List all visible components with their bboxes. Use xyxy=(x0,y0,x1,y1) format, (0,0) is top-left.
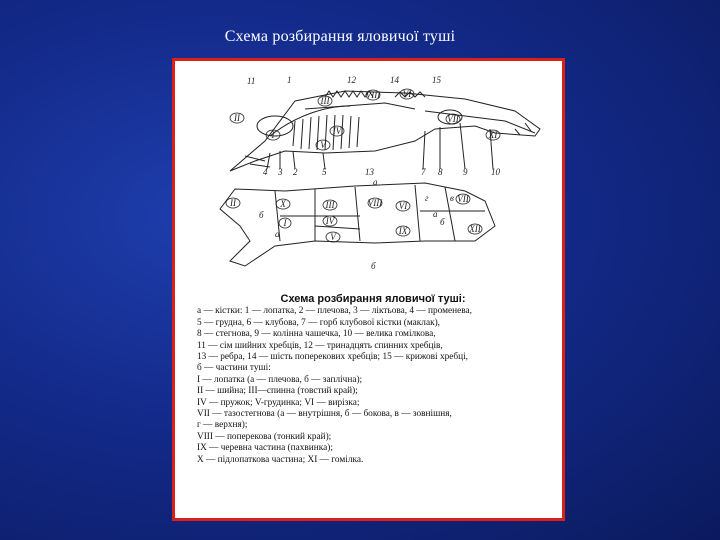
subcut-label: a xyxy=(433,209,438,219)
bone-label: 11 xyxy=(247,76,256,86)
cut-label: II xyxy=(234,113,240,123)
part-b-label: б xyxy=(371,261,376,271)
legend-line: б — частини туші: xyxy=(197,363,271,374)
bone-label: 10 xyxy=(491,167,500,177)
cut-label: V xyxy=(320,140,326,150)
legend-line: г — верхня); xyxy=(197,420,248,431)
bone-label: 9 xyxy=(463,167,468,177)
cut-label: VII xyxy=(447,114,459,124)
cut-label: XI xyxy=(488,130,498,140)
cut-label: III xyxy=(325,200,335,210)
bone-label: 5 xyxy=(322,167,327,177)
bone-label: 14 xyxy=(390,75,399,85)
legend-line: IV — пружок; V-грудинка; VI — вирізка; xyxy=(197,397,360,408)
legend-line: II — шийна; III—спинна (товстий край); xyxy=(197,386,358,397)
cut-label: IX xyxy=(398,226,408,236)
cut-label: VII xyxy=(457,194,469,204)
legend-line: 8 — стегнова, 9 — колінна чашечка, 10 — велика гомілкова, xyxy=(197,329,436,340)
bone-label: 7 xyxy=(421,167,426,177)
legend-line: VII — тазостегнова (а — внутрішня, б — бокова, в — зовнішня, xyxy=(197,409,452,420)
subcut-label: а xyxy=(275,229,280,239)
subcut-label: б xyxy=(259,210,264,220)
bone-label: 8 xyxy=(438,167,443,177)
bone-label: 12 xyxy=(347,75,356,85)
legend-line: IX — черевна частина (пахвинка); xyxy=(197,443,333,454)
legend-line: 5 — грудна, 6 — клубова, 7 — горб клубової кістки (маклак), xyxy=(197,317,441,328)
cut-label: II xyxy=(230,198,236,208)
bone-label: 3 xyxy=(278,167,283,177)
bone-label: 4 xyxy=(263,167,268,177)
cut-label: V xyxy=(330,232,336,242)
legend-line: VIII — поперекова (тонкий край); xyxy=(197,431,332,442)
legend-line: 11 — сім шийних хребців, 12 — тринадцять спинних хребців, xyxy=(197,340,443,351)
part-a-label: а xyxy=(373,177,378,187)
cut-label: I xyxy=(283,218,287,228)
cut-label: X xyxy=(280,199,286,209)
cut-label: III xyxy=(320,96,330,106)
legend-line: I — лопатка (а — плечова, б — заплічна); xyxy=(197,374,363,385)
legend-line: 13 — ребра, 14 — шість поперекових хребців; 15 — крижові хребці, xyxy=(197,352,469,363)
cut-label: IV xyxy=(332,126,342,136)
cut-label: VIII xyxy=(365,90,381,100)
bone-label: 15 xyxy=(432,75,441,85)
cut-label: VIII xyxy=(367,198,383,208)
subcut-label: б xyxy=(440,217,445,227)
bone-label: 13 xyxy=(365,167,374,177)
figure-frame xyxy=(172,58,565,521)
subcut-label: в xyxy=(450,193,454,203)
cut-label: I xyxy=(271,130,275,140)
slide-title: Схема розбирання яловичої туші xyxy=(224,28,456,45)
carcass-diagram xyxy=(175,61,562,291)
subcut-label: г xyxy=(425,193,429,203)
bone-label: 2 xyxy=(293,167,298,177)
legend-line: а — кістки: 1 — лопатка, 2 — плечова, 3 — ліктьова, 4 — променева, xyxy=(197,306,472,317)
cut-label: IV xyxy=(325,216,335,226)
bone-label: 1 xyxy=(287,75,292,85)
cut-label: VI xyxy=(402,89,412,99)
legend-title: Схема розбирання яловичої туші: xyxy=(280,293,466,305)
cut-label: VI xyxy=(398,201,408,211)
legend-line: X — підлопаткова частина; XI — гомілка. xyxy=(197,454,364,465)
cut-label: XII xyxy=(469,224,481,234)
legend xyxy=(197,294,549,466)
